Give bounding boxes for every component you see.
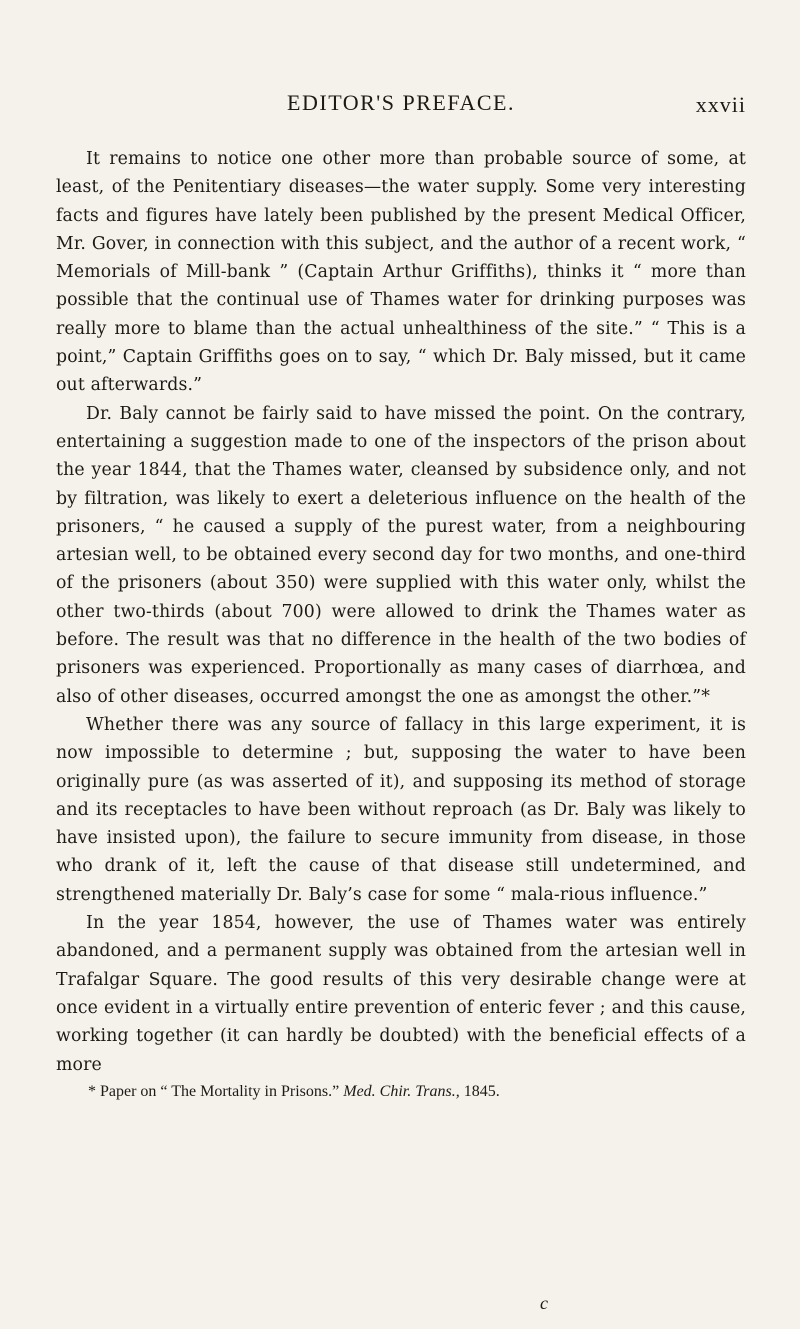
running-head — [56, 90, 746, 120]
body-text — [56, 145, 746, 1103]
footnote-year: 1845. — [463, 1082, 500, 1100]
paragraph-1: It remains to notice one other more than probable source of some, at least, of the Penitentiary diseases—the water supply. Some very interesting facts and figures have lately been published by the present Medical Officer, Mr. Gover, in connection with this subject, and the author of a recent work, “ Memorials of Mill-bank ” (Captain Arthur Griffiths), thinks it “ more than possible that the continual use of Thames water for drinking purposes was really more to blame than the actual unhealthiness of the site.” “ This is a point,” Captain Griffiths goes on to say, “ which Dr. Baly missed, but it came out afterwards.” — [56, 149, 746, 396]
footnote-text: Paper on “ The Mortality in Prisons.” — [100, 1082, 340, 1100]
page-title: EDITOR'S PREFACE. — [287, 90, 515, 115]
footnote — [56, 1081, 746, 1103]
signature-mark: c — [540, 1293, 548, 1313]
paragraph-3: Whether there was any source of fallacy in this large experiment, it is now impossible to determine ; but, supposing the water to have been originally pure (as was asserted of it), and supposing its method of storage and its receptacles to have been without reproach (as Dr. Baly was likely to have insisted upon), the failure to secure immunity from disease, in those who drank of it, left the cause of that disease still undetermined, and strengthened materially Dr. Baly’s case for some “ mala-rious influence.” — [56, 714, 746, 905]
page-number: xxvii — [695, 92, 746, 117]
footnote-source: Med. Chir. Trans., — [343, 1082, 460, 1100]
footnote-marker: * — [88, 1082, 96, 1100]
paragraph-2: Dr. Baly cannot be fairly said to have missed the point. On the contrary, entertaining a suggestion made to one of the inspectors of the prison about the year 1844, that the Thames water, cleansed by subsidence only, and not by filtration, was likely to exert a deleterious influence on the health of the prisoners, “ he caused a supply of the purest water, from a neighbouring artesian well, to be obtained every second day for two months, and one-third of the prisoners (about 350) were supplied with this water only, whilst the other two-thirds (about 700) were allowed to drink the Thames water as before. The result was that no difference in the health of the two bodies of prisoners was experienced. Proportionally as many cases of diarrhœa, and also of other diseases, occurred amongst the one as amongst the other.”* — [56, 403, 746, 707]
paragraph-4: In the year 1854, however, the use of Thames water was entirely abandoned, and a permanent supply was obtained from the artesian well in Trafalgar Square. The good results of this very desirable change were at once evident in a virtually entire prevention of enteric fever ; and this cause, working together (it can hardly be doubted) with the beneficial effects of a more — [56, 913, 746, 1075]
